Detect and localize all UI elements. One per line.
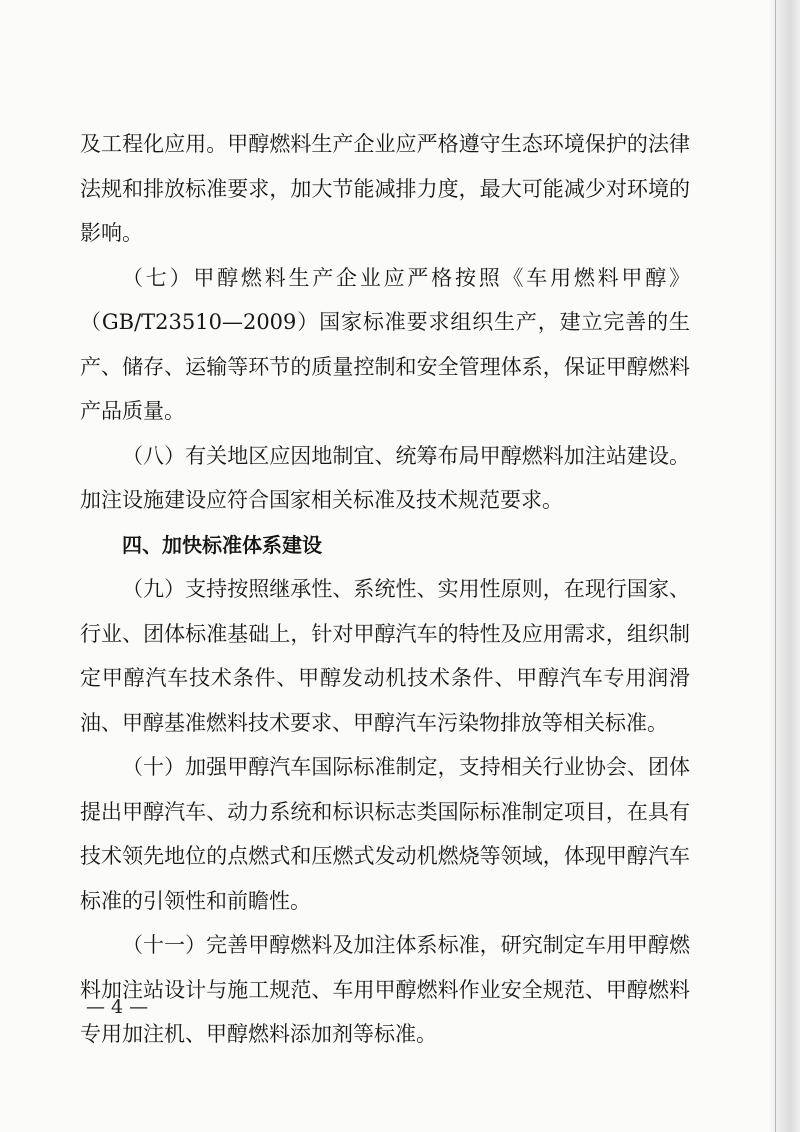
section-heading-4: 四、加快标准体系建设 xyxy=(122,532,322,557)
paragraph-item-9: （九）支持按照继承性、系统性、实用性原则，在现行国家、行业、团体标准基础上，针对甲醇汽车的特性及应用需求，组织制定甲醇汽车技术条件、甲醇发动机技术条件、甲醇汽车专用润滑油、甲醇基准燃料技术要求、甲醇汽车污染物排放等相关标准。 xyxy=(80,577,690,735)
paragraph-item-8: （八）有关地区应因地制宜、统筹布局甲醇燃料加注站建设。加注设施建设应符合国家相关标准及技术规范要求。 xyxy=(80,443,690,512)
document-body xyxy=(80,122,690,1057)
paragraph-item-7: （七）甲醇燃料生产企业应严格按照《车用燃料甲醇》（GB/T23510—2009）国家标准要求组织生产，建立完善的生产、储存、运输等环节的质量控制和安全管理体系，保证甲醇燃料产品质量。 xyxy=(80,265,690,423)
page-number: — 4 — xyxy=(86,996,149,1018)
paragraph-continuation: 及工程化应用。甲醇燃料生产企业应严格遵守生态环境保护的法律法规和排放标准要求，加大节能减排力度，最大可能减少对环境的影响。 xyxy=(80,132,690,245)
paragraph-item-11: （十一）完善甲醇燃料及加注体系标准，研究制定车用甲醇燃料加注站设计与施工规范、车用甲醇燃料作业安全规范、甲醇燃料专用加注机、甲醇燃料添加剂等标准。 xyxy=(80,933,690,1046)
paragraph-item-10: （十）加强甲醇汽车国际标准制定，支持相关行业协会、团体提出甲醇汽车、动力系统和标识标志类国际标准制定项目，在具有技术领先地位的点燃式和压燃式发动机燃烧等领域，体现甲醇汽车标准的引领性和前瞻性。 xyxy=(80,755,690,913)
page-edge-shadow xyxy=(768,0,800,1132)
page-edge-line xyxy=(775,0,776,1132)
